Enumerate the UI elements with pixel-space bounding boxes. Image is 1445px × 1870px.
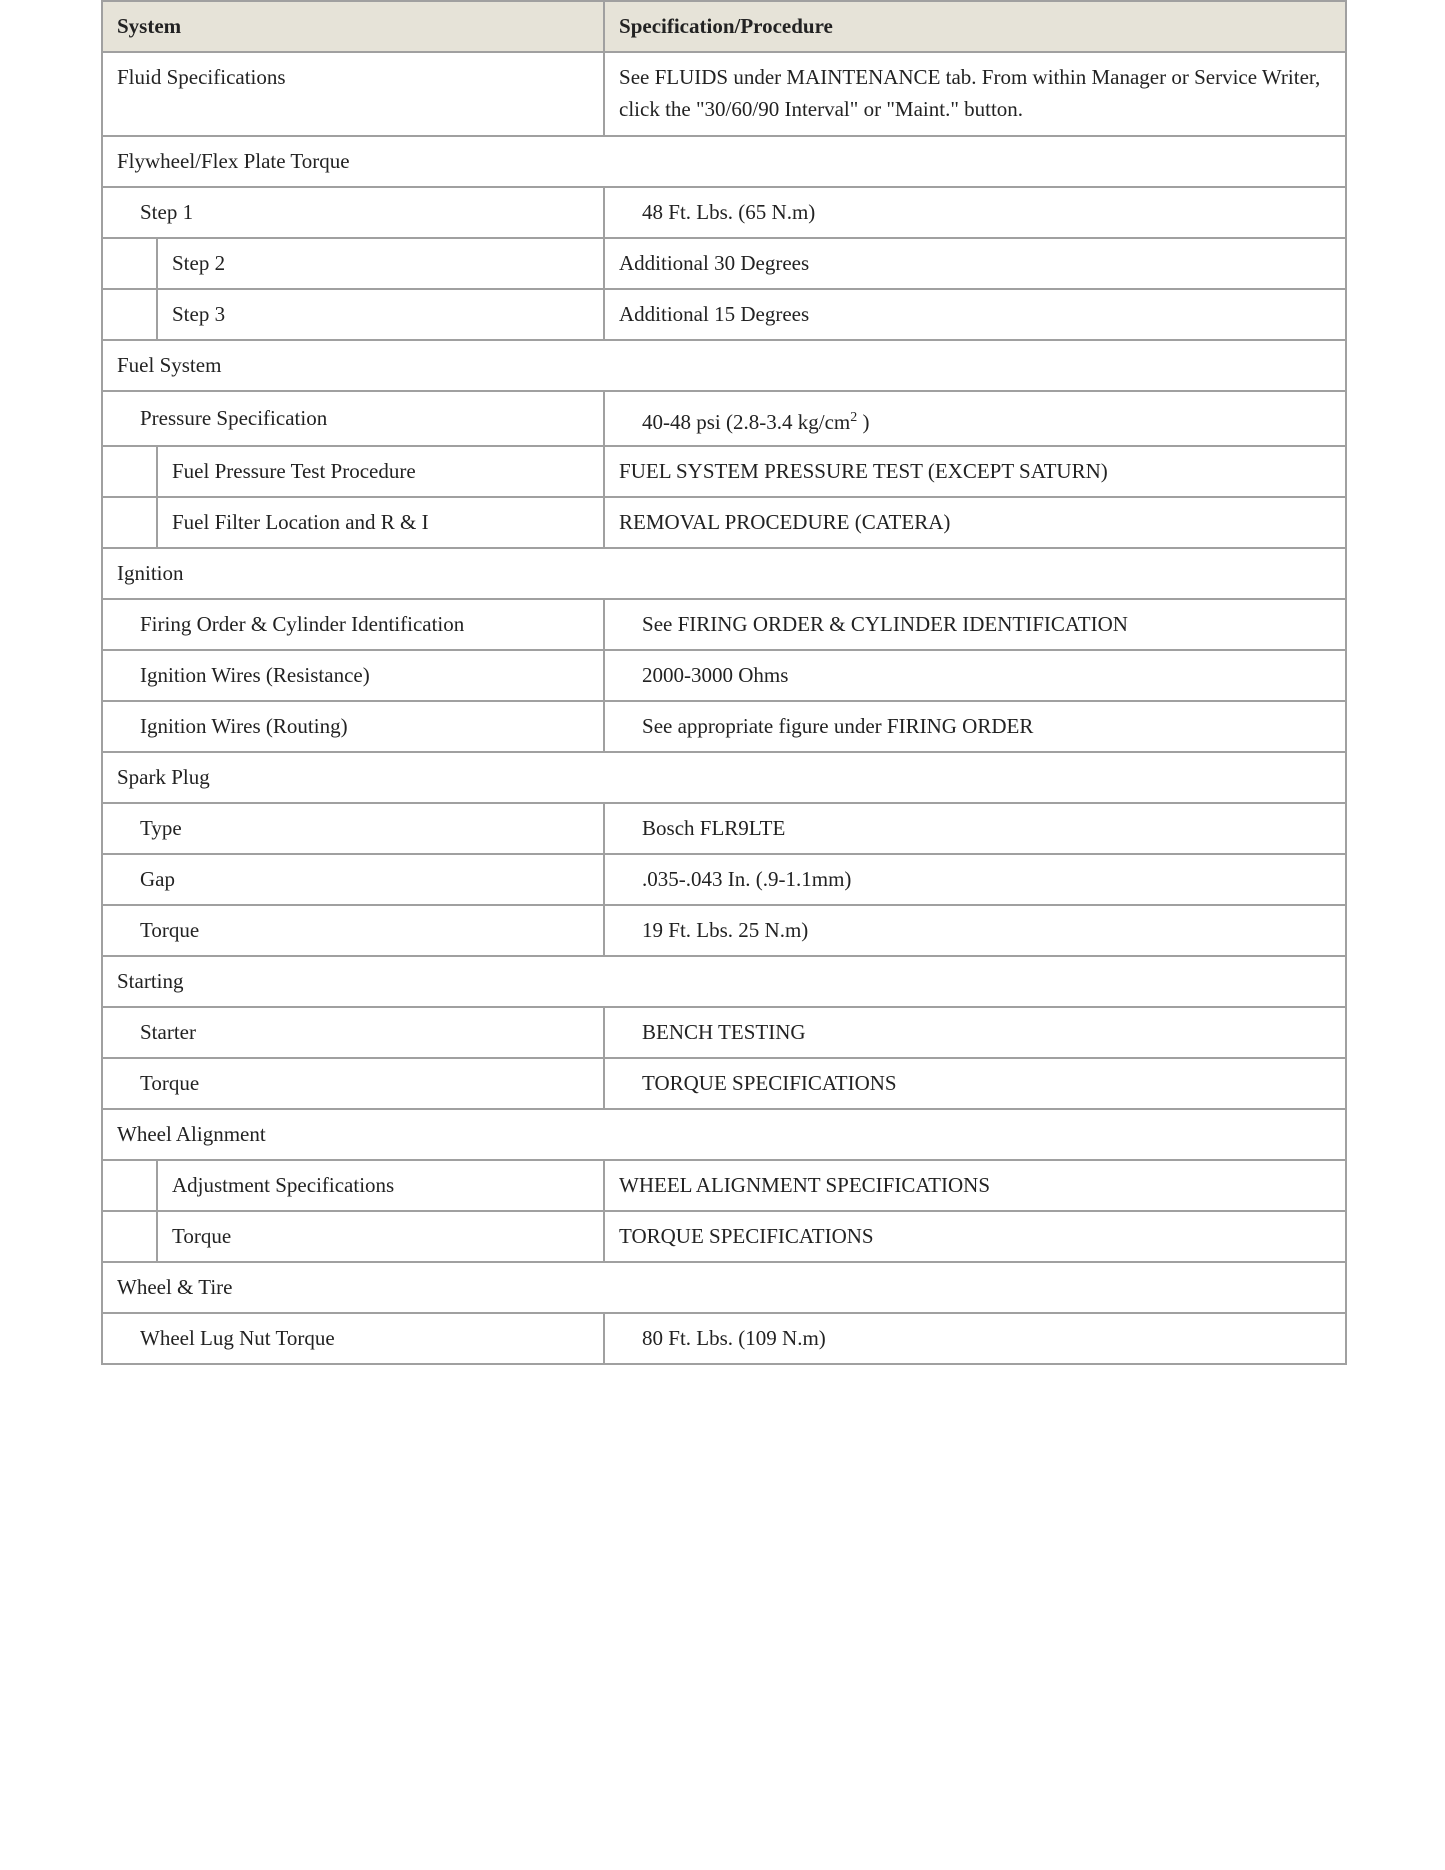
row-value: Bosch FLR9LTE [604, 803, 1346, 854]
spec-table [101, 0, 1347, 1365]
row-value: FUEL SYSTEM PRESSURE TEST (EXCEPT SATURN) [604, 446, 1346, 497]
blank-cell [102, 1211, 157, 1262]
table-row [102, 905, 1346, 956]
table-row [102, 289, 1346, 340]
section-row [102, 1262, 1346, 1313]
table-row [102, 1211, 1346, 1262]
row-label: Torque [157, 1211, 604, 1262]
row-value: .035-.043 In. (.9-1.1mm) [604, 854, 1346, 905]
section-row [102, 956, 1346, 1007]
blank-cell [102, 497, 157, 548]
table-row [102, 446, 1346, 497]
pressure-value: 40-48 psi (2.8-3.4 kg/cm [642, 410, 851, 434]
row-label: Ignition Wires (Routing) [102, 701, 604, 752]
section-row [102, 752, 1346, 803]
row-label: Firing Order & Cylinder Identification [102, 599, 604, 650]
row-value: TORQUE SPECIFICATIONS [604, 1058, 1346, 1109]
blank-cell [102, 289, 157, 340]
row-label: Starter [102, 1007, 604, 1058]
table-row [102, 599, 1346, 650]
row-value: BENCH TESTING [604, 1007, 1346, 1058]
row-label: Type [102, 803, 604, 854]
row-label: Torque [102, 905, 604, 956]
table-row [102, 497, 1346, 548]
section-label: Wheel & Tire [102, 1262, 1346, 1313]
row-label: Wheel Lug Nut Torque [102, 1313, 604, 1364]
row-label: Fuel Filter Location and R & I [157, 497, 604, 548]
section-label: Spark Plug [102, 752, 1346, 803]
section-row [102, 1109, 1346, 1160]
row-value: 48 Ft. Lbs. (65 N.m) [604, 187, 1346, 238]
table-row [102, 1160, 1346, 1211]
blank-cell [102, 1160, 157, 1211]
row-value: 80 Ft. Lbs. (109 N.m) [604, 1313, 1346, 1364]
row-value: TORQUE SPECIFICATIONS [604, 1211, 1346, 1262]
row-label: Ignition Wires (Resistance) [102, 650, 604, 701]
row-label: Torque [102, 1058, 604, 1109]
table-row [102, 1058, 1346, 1109]
header-spec: Specification/Procedure [604, 1, 1346, 52]
row-label: Fuel Pressure Test Procedure [157, 446, 604, 497]
row-label: Pressure Specification [102, 391, 604, 446]
header-system: System [102, 1, 604, 52]
header-row [102, 1, 1346, 52]
table-row [102, 650, 1346, 701]
row-value: 19 Ft. Lbs. 25 N.m) [604, 905, 1346, 956]
row-value: Additional 30 Degrees [604, 238, 1346, 289]
blank-cell [102, 238, 157, 289]
row-label: Gap [102, 854, 604, 905]
table-row [102, 701, 1346, 752]
row-value: 2000-3000 Ohms [604, 650, 1346, 701]
row-value [604, 391, 1346, 446]
row-label: Step 1 [102, 187, 604, 238]
table-row [102, 52, 1346, 136]
table-row [102, 1313, 1346, 1364]
section-row [102, 136, 1346, 187]
table-row [102, 187, 1346, 238]
row-value: See FIRING ORDER & CYLINDER IDENTIFICATION [604, 599, 1346, 650]
row-label: Fluid Specifications [102, 52, 604, 136]
row-label: Step 3 [157, 289, 604, 340]
table-row [102, 1007, 1346, 1058]
table-row [102, 391, 1346, 446]
row-value: Additional 15 Degrees [604, 289, 1346, 340]
pressure-value-end: ) [857, 410, 870, 434]
row-value: REMOVAL PROCEDURE (CATERA) [604, 497, 1346, 548]
superscript: 2 [850, 410, 858, 425]
section-row [102, 548, 1346, 599]
blank-cell [102, 446, 157, 497]
table-row [102, 238, 1346, 289]
row-value: See FLUIDS under MAINTENANCE tab. From within Manager or Service Writer, click the "30/60/90 Interval" or "Maint." button. [604, 52, 1346, 136]
row-value: WHEEL ALIGNMENT SPECIFICATIONS [604, 1160, 1346, 1211]
section-label: Fuel System [102, 340, 1346, 391]
row-value: See appropriate figure under FIRING ORDER [604, 701, 1346, 752]
section-label: Wheel Alignment [102, 1109, 1346, 1160]
table-row [102, 803, 1346, 854]
section-label: Ignition [102, 548, 1346, 599]
row-label: Step 2 [157, 238, 604, 289]
section-label: Starting [102, 956, 1346, 1007]
section-row [102, 340, 1346, 391]
table-row [102, 854, 1346, 905]
section-label: Flywheel/Flex Plate Torque [102, 136, 1346, 187]
row-label: Adjustment Specifications [157, 1160, 604, 1211]
